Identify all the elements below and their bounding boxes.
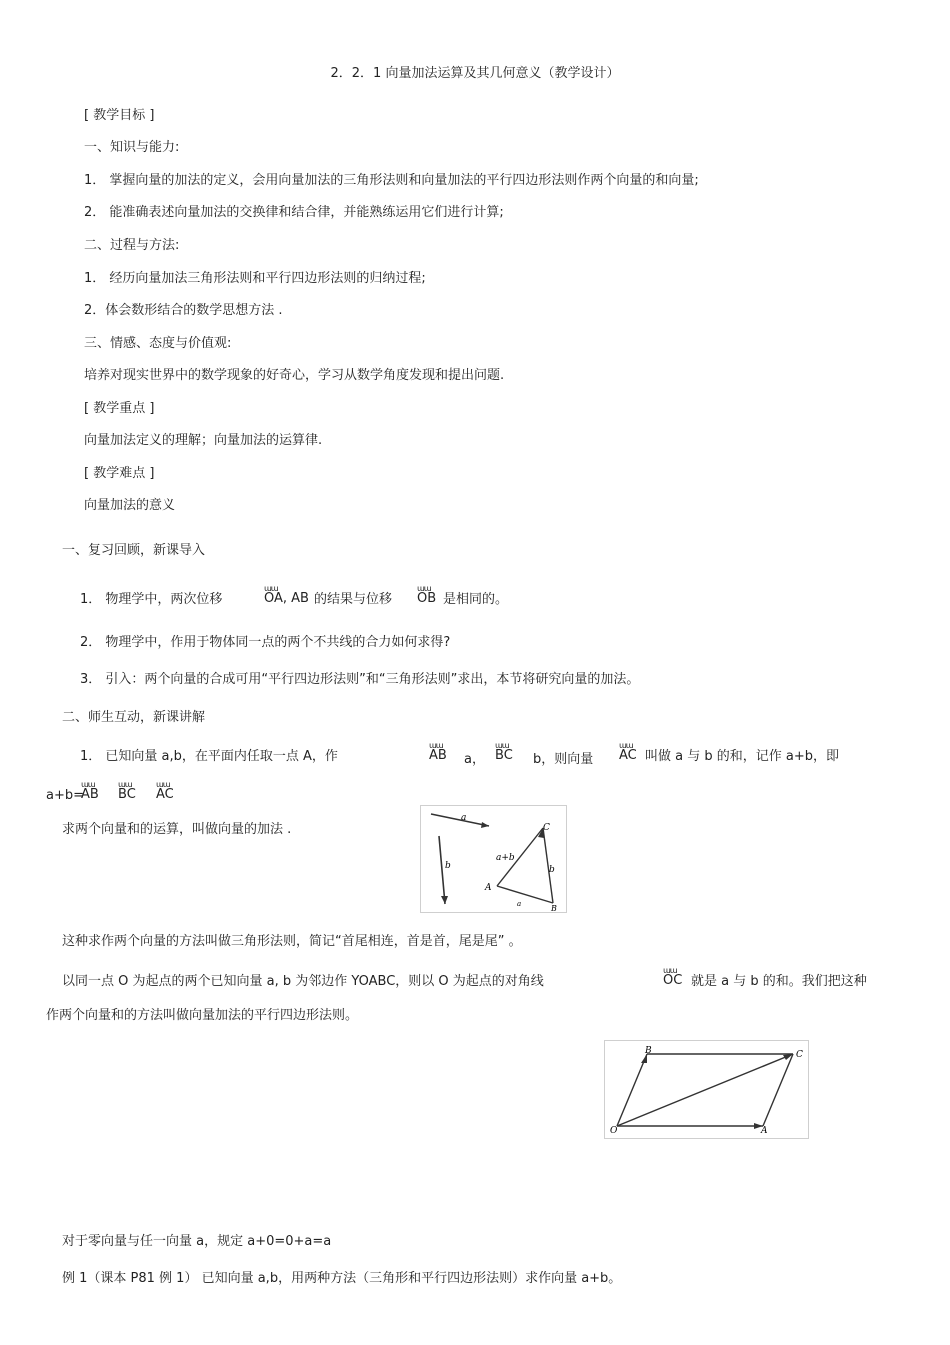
vector-arrow: ɯɯ [417, 584, 431, 593]
part-teaching: 二、师生互动，新课讲解 [62, 710, 206, 725]
vector-oc: ɯɯ OC [663, 966, 683, 988]
goal-item: 1． 经历向量加法三角形法则和平行四边形法则的归纳过程; [84, 271, 426, 286]
vector-arrow: ɯɯ [495, 741, 509, 750]
fig2-point-c: C [796, 1050, 803, 1060]
review-item-1-end: 是相同的。 [443, 592, 509, 607]
vector-arrow: ɯɯ [264, 584, 278, 593]
vector-arrow: ɯɯ [81, 780, 95, 789]
section-knowledge: 一、知识与能力: [84, 140, 180, 155]
vector-arrow: ɯɯ [663, 966, 677, 975]
vector-ab: ɯɯ AB [429, 741, 447, 763]
parallelogram-text-3: 作两个向量和的方法叫做向量加法的平行四边形法则。 [46, 1008, 359, 1023]
goal-item: 培养对现实世界中的数学现象的好奇心，学习从数学角度发现和提出问题. [84, 368, 505, 383]
definition-line-1: 1． 已知向量 a,b，在平面内任取一点 A，作 [80, 749, 338, 764]
page-title: 2．2．1 向量加法运算及其几何意义（教学设计） [330, 66, 620, 81]
addition-definition: 求两个向量和的运算，叫做向量的加法 . [62, 822, 292, 837]
fig2-point-b: B [645, 1046, 652, 1056]
goal-item: 2． 能准确表述向量加法的交换律和结合律，并能熟练运用它们进行计算; [84, 205, 504, 220]
parallelogram-rule-figure [604, 1040, 809, 1139]
triangle-rule-text: 这种求作两个向量的方法叫做三角形法则，简记“首尾相连，首是首，尾是尾” 。 [62, 934, 522, 949]
fig1-label-sum: a+b [496, 853, 515, 863]
parallelogram-text-2: 就是 a 与 b 的和。我们把这种 [691, 974, 867, 989]
vector-bc: ɯɯ BC [118, 780, 136, 802]
goals-header: [ 教学目标 ] [84, 108, 155, 123]
definition-sum: 叫做 a 与 b 的和，记作 a+b，即 [645, 749, 839, 764]
fig1-label-b: b [445, 861, 451, 871]
definition-a: a， [464, 752, 485, 767]
difficulty-header: [ 教学难点 ] [84, 466, 155, 481]
vector-arrow: ɯɯ [156, 780, 170, 789]
triangle-rule-figure [420, 805, 567, 913]
part-review: 一、复习回顾，新课导入 [62, 543, 206, 558]
fig1-point-c: C [543, 823, 550, 833]
vector-oa-ab: ɯɯ OA, AB [264, 584, 309, 606]
zero-vector-rule: 对于零向量与任一向量 a，规定 a+0=0+a=a [62, 1234, 332, 1249]
fig1-label-a2: a [517, 900, 522, 908]
fig2-point-o: O [610, 1126, 618, 1136]
review-item-1-mid: 的结果与位移 [314, 592, 393, 607]
vector-ac: ɯɯ AC [156, 780, 174, 802]
section-process: 二、过程与方法: [84, 238, 180, 253]
section-attitude: 三、情感、态度与价值观: [84, 336, 232, 351]
key-header: [ 教学重点 ] [84, 401, 155, 416]
vector-ac: ɯɯ AC [619, 741, 637, 763]
vector-bc: ɯɯ BC [495, 741, 513, 763]
vector-ab: ɯɯ AB [81, 780, 99, 802]
difficulty-text: 向量加法的意义 [84, 498, 176, 513]
vector-ob: ɯɯ OB [417, 584, 437, 606]
definition-b: b，则向量 [533, 752, 594, 767]
goal-item: 2．体会数形结合的数学思想方法 . [84, 303, 283, 318]
review-item-3: 3． 引入：两个向量的合成可用“平行四边形法则”和“三角形法则”求出，本节将研究向量的加法。 [80, 672, 640, 687]
fig1-label-b2: b [549, 865, 555, 875]
vector-arrow: ɯɯ [118, 780, 132, 789]
fig1-label-a: a [461, 813, 467, 823]
review-item-2: 2． 物理学中，作用于物体同一点的两个不共线的合力如何求得? [80, 635, 451, 650]
vector-arrow: ɯɯ [619, 741, 633, 750]
fig2-point-a: A [761, 1126, 768, 1136]
fig1-point-a: A [485, 883, 492, 893]
review-item-1: 1． 物理学中，两次位移 [80, 592, 223, 607]
parallelogram-text-1: 以同一点 O 为起点的两个已知向量 a, b 为邻边作 YOABC，则以 O 为起点的对角线 [62, 974, 544, 989]
definition-formula: a+b= [46, 788, 85, 803]
vector-arrow: ɯɯ [429, 741, 443, 750]
goal-item: 1． 掌握向量的加法的定义，会用向量加法的三角形法则和向量加法的平行四边形法则作两个向量的和向量; [84, 173, 699, 188]
key-text: 向量加法定义的理解；向量加法的运算律. [84, 433, 323, 448]
fig1-point-b: B [551, 904, 557, 912]
example-1: 例 1（课本 P81 例 1） 已知向量 a,b，用两种方法（三角形和平行四边形法则）求作向量 a+b。 [62, 1271, 622, 1286]
